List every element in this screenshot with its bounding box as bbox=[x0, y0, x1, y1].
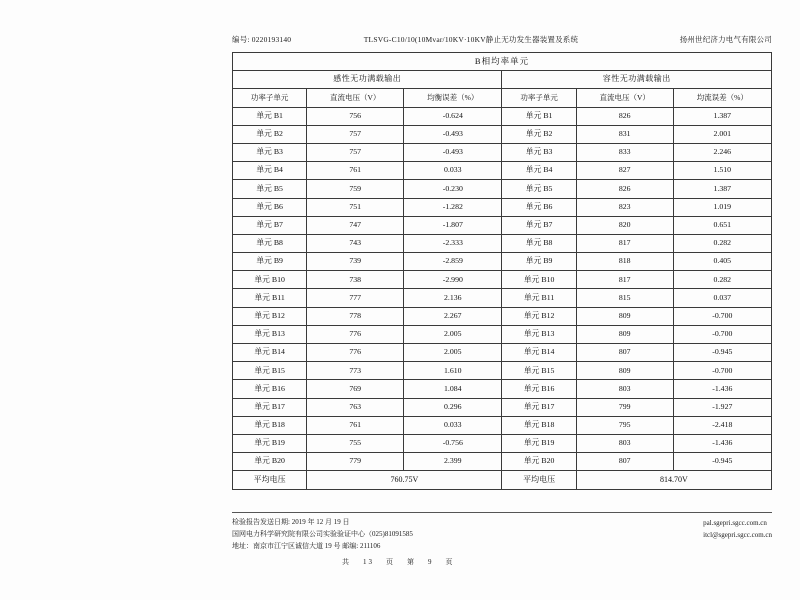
page-current-unit: 页 bbox=[445, 557, 455, 566]
column-header-unit-right: 功率子单元 bbox=[502, 89, 576, 107]
cell-error-right: -1.436 bbox=[673, 434, 771, 452]
cell-voltage-right: 827 bbox=[576, 162, 673, 180]
cell-voltage-right: 815 bbox=[576, 289, 673, 307]
cell-error-left: -2.859 bbox=[404, 253, 502, 271]
cell-unit-right: 单元 B15 bbox=[502, 362, 576, 380]
column-header-error-right: 均流误差（%） bbox=[673, 89, 771, 107]
cell-voltage-left: 776 bbox=[307, 344, 404, 362]
cell-error-right: 1.019 bbox=[673, 198, 771, 216]
cell-error-left: 0.296 bbox=[404, 398, 502, 416]
cell-unit-right: 单元 B6 bbox=[502, 198, 576, 216]
cell-unit-right: 单元 B8 bbox=[502, 234, 576, 252]
table-row bbox=[233, 198, 772, 216]
cell-unit-left: 单元 B2 bbox=[233, 125, 307, 143]
cell-unit-right: 单元 B12 bbox=[502, 307, 576, 325]
cell-error-right: 2.001 bbox=[673, 125, 771, 143]
cell-voltage-right: 809 bbox=[576, 362, 673, 380]
cell-unit-left: 单元 B13 bbox=[233, 325, 307, 343]
cell-unit-right: 单元 B20 bbox=[502, 453, 576, 471]
document-footer bbox=[232, 512, 772, 567]
cell-error-right: 0.282 bbox=[673, 234, 771, 252]
footer-email-primary: pal.sgepri.sgcc.com.cn bbox=[703, 519, 767, 527]
cell-voltage-left: 773 bbox=[307, 362, 404, 380]
column-header-voltage-right: 直流电压（V） bbox=[576, 89, 673, 107]
table-row bbox=[233, 253, 772, 271]
cell-error-left: -2.990 bbox=[404, 271, 502, 289]
cell-error-right: -0.700 bbox=[673, 325, 771, 343]
cell-voltage-right: 809 bbox=[576, 307, 673, 325]
cell-voltage-left: 776 bbox=[307, 325, 404, 343]
cell-error-left: 1.084 bbox=[404, 380, 502, 398]
cell-error-left: -2.333 bbox=[404, 234, 502, 252]
table-row bbox=[233, 180, 772, 198]
cell-voltage-right: 826 bbox=[576, 107, 673, 125]
cell-unit-right: 单元 B1 bbox=[502, 107, 576, 125]
cell-error-left: -0.493 bbox=[404, 125, 502, 143]
cell-error-left: -1.282 bbox=[404, 198, 502, 216]
page-current-label: 第 bbox=[407, 557, 416, 566]
table-row bbox=[233, 398, 772, 416]
cell-unit-right: 单元 B5 bbox=[502, 180, 576, 198]
cell-error-left: -1.807 bbox=[404, 216, 502, 234]
cell-voltage-right: 807 bbox=[576, 344, 673, 362]
cell-unit-left: 单元 B3 bbox=[233, 143, 307, 161]
cell-voltage-left: 743 bbox=[307, 234, 404, 252]
cell-voltage-right: 826 bbox=[576, 180, 673, 198]
cell-voltage-right: 795 bbox=[576, 416, 673, 434]
table-row bbox=[233, 216, 772, 234]
cell-error-left: -0.624 bbox=[404, 107, 502, 125]
cell-unit-left: 单元 B18 bbox=[233, 416, 307, 434]
cell-voltage-left: 777 bbox=[307, 289, 404, 307]
cell-unit-left: 单元 B11 bbox=[233, 289, 307, 307]
cell-voltage-left: 739 bbox=[307, 253, 404, 271]
cell-voltage-left: 738 bbox=[307, 271, 404, 289]
cell-voltage-left: 751 bbox=[307, 198, 404, 216]
cell-unit-left: 单元 B10 bbox=[233, 271, 307, 289]
report-table-wrapper bbox=[232, 52, 772, 490]
cell-voltage-right: 803 bbox=[576, 434, 673, 452]
page-total-unit: 页 bbox=[386, 557, 395, 566]
cell-unit-left: 单元 B15 bbox=[233, 362, 307, 380]
average-label-left: 平均电压 bbox=[233, 471, 307, 489]
footer-contact-block bbox=[232, 517, 413, 553]
cell-error-right: -0.700 bbox=[673, 307, 771, 325]
cell-error-left: 0.033 bbox=[404, 162, 502, 180]
table-row bbox=[233, 143, 772, 161]
cell-voltage-right: 799 bbox=[576, 398, 673, 416]
cell-error-right: 1.387 bbox=[673, 180, 771, 198]
column-header-error-left: 均衡误差（%） bbox=[404, 89, 502, 107]
cell-unit-left: 单元 B7 bbox=[233, 216, 307, 234]
cell-error-right: 2.246 bbox=[673, 143, 771, 161]
cell-error-right: 0.037 bbox=[673, 289, 771, 307]
table-row bbox=[233, 416, 772, 434]
cell-error-right: 0.651 bbox=[673, 216, 771, 234]
document-header bbox=[232, 34, 772, 45]
table-row bbox=[233, 271, 772, 289]
cell-unit-left: 单元 B5 bbox=[233, 180, 307, 198]
cell-error-right: 1.510 bbox=[673, 162, 771, 180]
cell-error-right: 0.282 bbox=[673, 271, 771, 289]
cell-voltage-right: 817 bbox=[576, 271, 673, 289]
table-row bbox=[233, 325, 772, 343]
cell-unit-right: 单元 B4 bbox=[502, 162, 576, 180]
column-header-voltage-left: 直流电压（V） bbox=[307, 89, 404, 107]
table-row bbox=[233, 380, 772, 398]
table-column-header-row bbox=[233, 89, 772, 107]
cell-unit-left: 单元 B6 bbox=[233, 198, 307, 216]
cell-error-right: -1.436 bbox=[673, 380, 771, 398]
cell-unit-left: 单元 B20 bbox=[233, 453, 307, 471]
table-row bbox=[233, 362, 772, 380]
table-row bbox=[233, 162, 772, 180]
footer-divider bbox=[232, 512, 772, 513]
cell-voltage-left: 761 bbox=[307, 162, 404, 180]
table-row bbox=[233, 307, 772, 325]
cell-unit-left: 单元 B12 bbox=[233, 307, 307, 325]
table-title-row bbox=[233, 53, 772, 71]
table-average-row bbox=[233, 471, 772, 489]
cell-unit-left: 单元 B19 bbox=[233, 434, 307, 452]
cell-unit-left: 单元 B16 bbox=[233, 380, 307, 398]
cell-voltage-left: 759 bbox=[307, 180, 404, 198]
cell-error-left: 2.136 bbox=[404, 289, 502, 307]
cell-voltage-left: 757 bbox=[307, 143, 404, 161]
cell-unit-right: 单元 B16 bbox=[502, 380, 576, 398]
cell-error-left: -0.493 bbox=[404, 143, 502, 161]
average-value-left: 760.75V bbox=[307, 471, 502, 489]
cell-error-right: -2.418 bbox=[673, 416, 771, 434]
cell-error-left: 1.610 bbox=[404, 362, 502, 380]
cell-unit-left: 单元 B14 bbox=[233, 344, 307, 362]
cell-voltage-left: 779 bbox=[307, 453, 404, 471]
cell-voltage-right: 817 bbox=[576, 234, 673, 252]
cell-voltage-right: 833 bbox=[576, 143, 673, 161]
column-header-unit-left: 功率子单元 bbox=[233, 89, 307, 107]
cell-voltage-left: 769 bbox=[307, 380, 404, 398]
footer-address: 地址：南京市江宁区诚信大道 19 号 邮编: 211106 bbox=[232, 541, 381, 550]
cell-unit-left: 单元 B17 bbox=[233, 398, 307, 416]
cell-unit-right: 单元 B7 bbox=[502, 216, 576, 234]
cell-unit-right: 单元 B3 bbox=[502, 143, 576, 161]
cell-voltage-right: 820 bbox=[576, 216, 673, 234]
cell-unit-left: 单元 B4 bbox=[233, 162, 307, 180]
cell-unit-right: 单元 B10 bbox=[502, 271, 576, 289]
cell-error-left: 2.005 bbox=[404, 325, 502, 343]
average-label-right: 平均电压 bbox=[502, 471, 576, 489]
page-total-value: 13 bbox=[363, 557, 374, 566]
product-name: TLSVG-C10/10(10Mvar/10KV·10KV静止无功发生器装置及系统 bbox=[363, 35, 579, 44]
cell-error-right: -0.945 bbox=[673, 453, 771, 471]
cell-unit-left: 单元 B8 bbox=[233, 234, 307, 252]
cell-unit-right: 单元 B14 bbox=[502, 344, 576, 362]
table-row bbox=[233, 125, 772, 143]
group-header-capacitive: 容性无功满载输出 bbox=[502, 71, 772, 89]
report-table bbox=[232, 52, 772, 490]
cell-error-left: 0.033 bbox=[404, 416, 502, 434]
cell-unit-right: 单元 B11 bbox=[502, 289, 576, 307]
cell-error-left: 2.005 bbox=[404, 344, 502, 362]
cell-voltage-right: 807 bbox=[576, 453, 673, 471]
cell-unit-left: 单元 B9 bbox=[233, 253, 307, 271]
table-row bbox=[233, 289, 772, 307]
cell-voltage-right: 831 bbox=[576, 125, 673, 143]
table-row bbox=[233, 107, 772, 125]
footer-institution: 国网电力科学研究院有限公司实验验证中心（025)81091585 bbox=[232, 529, 413, 538]
cell-voltage-right: 823 bbox=[576, 198, 673, 216]
footer-email-secondary: itcl@sgepri.sgcc.com.cn bbox=[703, 530, 772, 539]
cell-voltage-left: 755 bbox=[307, 434, 404, 452]
cell-unit-right: 单元 B13 bbox=[502, 325, 576, 343]
cell-error-right: -0.700 bbox=[673, 362, 771, 380]
document-number: 编号: 0220193140 bbox=[232, 35, 292, 44]
cell-error-right: -0.945 bbox=[673, 344, 771, 362]
table-row bbox=[233, 453, 772, 471]
group-header-inductive: 感性无功满载输出 bbox=[233, 71, 502, 89]
cell-voltage-left: 778 bbox=[307, 307, 404, 325]
table-row bbox=[233, 234, 772, 252]
cell-error-left: -0.230 bbox=[404, 180, 502, 198]
cell-error-right: 1.387 bbox=[673, 107, 771, 125]
cell-voltage-left: 757 bbox=[307, 125, 404, 143]
table-row bbox=[233, 344, 772, 362]
cell-unit-right: 单元 B19 bbox=[502, 434, 576, 452]
page-total-label: 共 bbox=[342, 557, 351, 566]
company-name: 扬州世纪济力电气有限公司 bbox=[679, 35, 772, 44]
cell-voltage-left: 761 bbox=[307, 416, 404, 434]
table-group-row bbox=[233, 71, 772, 89]
page-number bbox=[232, 557, 772, 568]
table-title: B相均率单元 bbox=[233, 53, 772, 71]
cell-voltage-left: 756 bbox=[307, 107, 404, 125]
footer-report-date: 检验报告发送日期: 2019 年 12 月 19 日 bbox=[232, 518, 350, 526]
cell-voltage-left: 763 bbox=[307, 398, 404, 416]
cell-error-left: 2.399 bbox=[404, 453, 502, 471]
table-row bbox=[233, 434, 772, 452]
cell-voltage-left: 747 bbox=[307, 216, 404, 234]
cell-unit-left: 单元 B1 bbox=[233, 107, 307, 125]
cell-voltage-right: 809 bbox=[576, 325, 673, 343]
page-current-value: 9 bbox=[428, 557, 434, 566]
cell-voltage-right: 818 bbox=[576, 253, 673, 271]
cell-unit-right: 单元 B17 bbox=[502, 398, 576, 416]
cell-voltage-right: 803 bbox=[576, 380, 673, 398]
cell-unit-right: 单元 B18 bbox=[502, 416, 576, 434]
cell-error-right: -1.927 bbox=[673, 398, 771, 416]
cell-error-left: 2.267 bbox=[404, 307, 502, 325]
footer-email-block bbox=[703, 517, 772, 553]
cell-unit-right: 单元 B2 bbox=[502, 125, 576, 143]
cell-unit-right: 单元 B9 bbox=[502, 253, 576, 271]
cell-error-left: -0.756 bbox=[404, 434, 502, 452]
average-value-right: 814.70V bbox=[576, 471, 771, 489]
cell-error-right: 0.405 bbox=[673, 253, 771, 271]
